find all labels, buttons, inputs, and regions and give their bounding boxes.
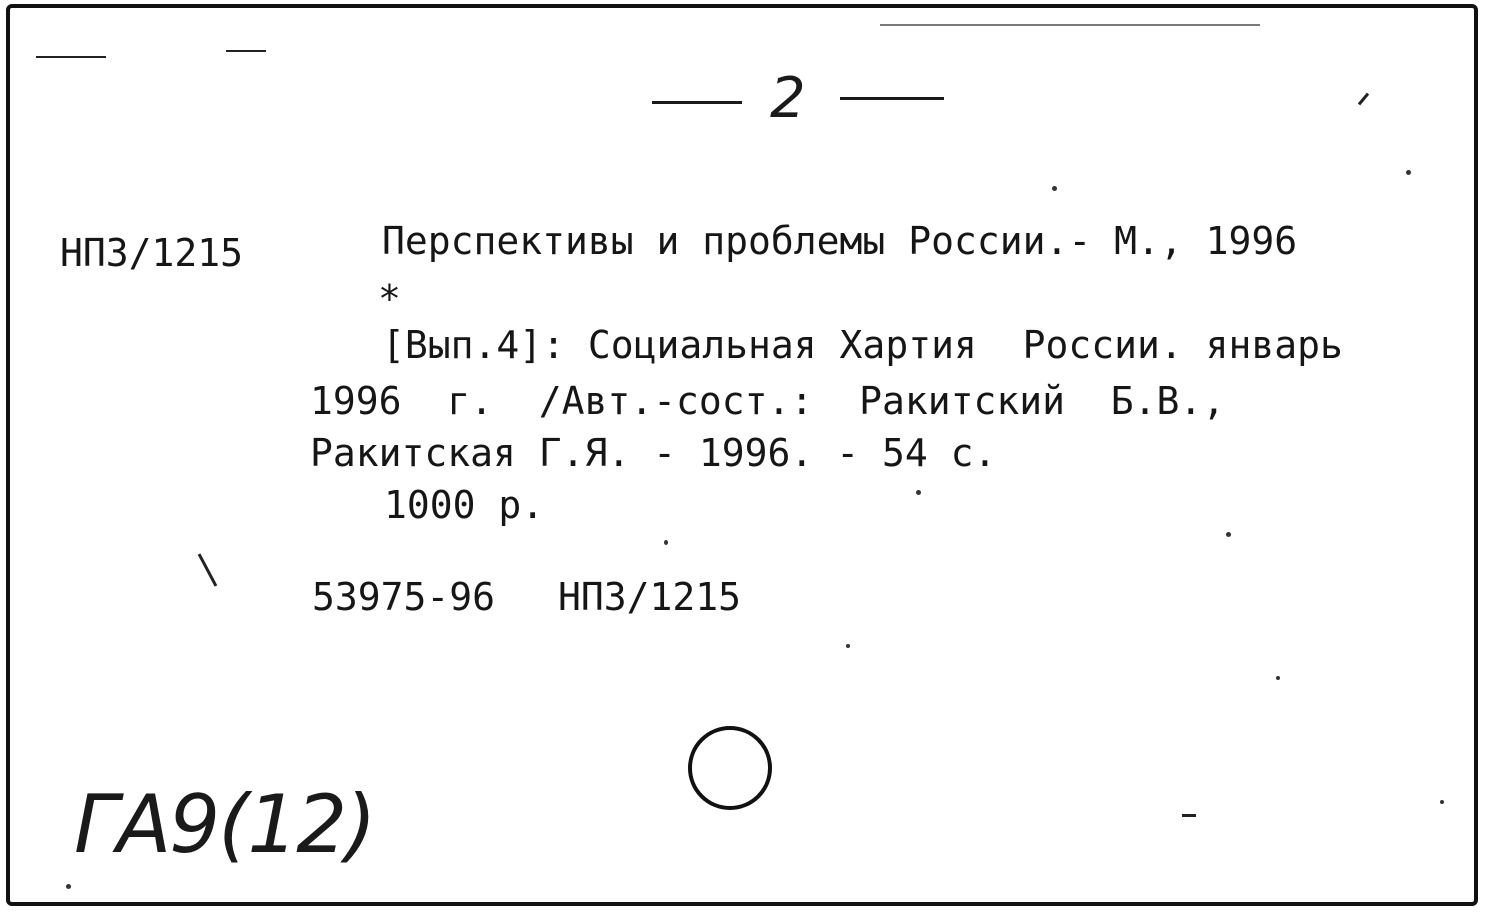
scan-artifact bbox=[226, 50, 266, 52]
scan-artifact bbox=[1052, 186, 1057, 191]
page-number: 2 bbox=[770, 66, 806, 131]
issue-line-3: Ракитская Г.Я. - 1996. - 54 с. bbox=[310, 431, 997, 475]
punch-hole bbox=[688, 726, 772, 810]
issue-line-2: 1996 г. /Авт.-сост.: Ракитский Б.В., bbox=[310, 379, 1226, 423]
scan-artifact bbox=[1182, 814, 1196, 817]
scan-artifact bbox=[880, 24, 1260, 26]
title-line: Перспективы и проблемы России.- М., 1996 bbox=[382, 219, 1298, 263]
scan-artifact bbox=[1276, 676, 1280, 680]
scan-artifact bbox=[1226, 532, 1231, 537]
asterisk-mark: * bbox=[378, 277, 401, 321]
scan-artifact bbox=[846, 644, 850, 648]
record-call-number: НП3/1215 bbox=[558, 575, 742, 619]
page-number-left-rule bbox=[652, 101, 742, 104]
scan-artifact bbox=[66, 884, 71, 889]
scan-artifact bbox=[1440, 800, 1444, 804]
scan-artifact bbox=[36, 56, 106, 58]
record-number: 53975-96 bbox=[312, 575, 496, 619]
handwritten-shelfmark: ГА9(12) bbox=[74, 778, 375, 871]
scan-artifact bbox=[916, 490, 921, 495]
call-number: НП3/1215 bbox=[60, 231, 244, 275]
scan-artifact bbox=[1406, 170, 1411, 175]
price: 1000 р. bbox=[384, 483, 545, 527]
scan-artifact bbox=[664, 540, 668, 545]
issue-line-1: [Вып.4]: Социальная Хартия России. январь bbox=[382, 323, 1343, 367]
page-number-right-rule bbox=[840, 97, 944, 100]
